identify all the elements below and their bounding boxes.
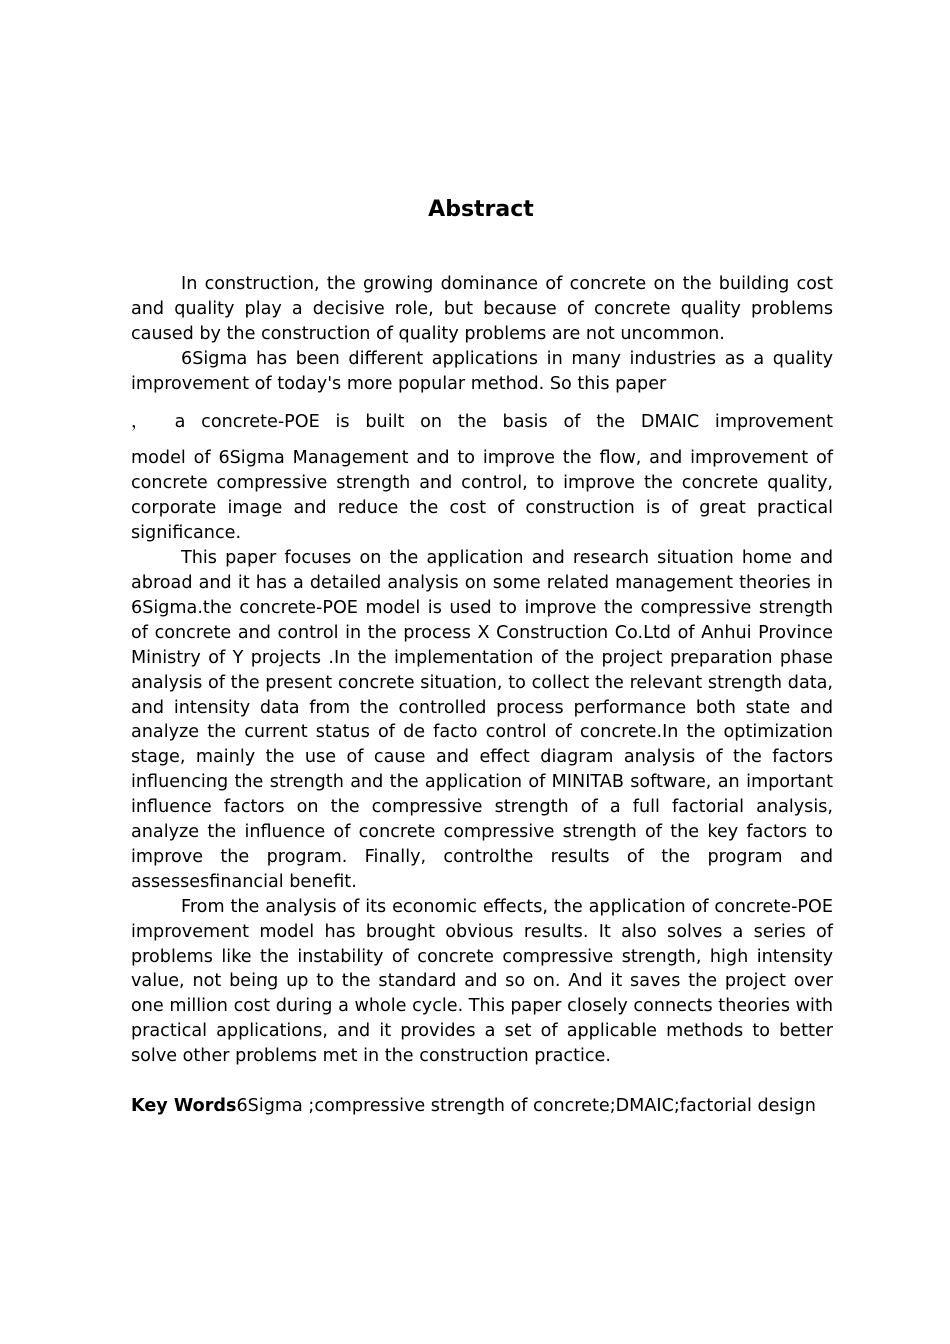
abstract-paragraph-4: From the analysis of its economic effects, the application of concrete-POE improvement model has brought obvious results. It also solves a series of problems like the instability of concrete compressive strength, high intensity value, not being up to the standard and so on. And it saves the project over one million cost during a whole cycle. This paper closely connects theories with practical applications, and it provides a set of applicable methods to better solve other problems met in the construction practice. xyxy=(131,896,833,1067)
abstract-paragraph-3: This paper focuses on the application and research situation home and abroad and it has a detailed analysis on some related management theories in 6Sigma.the concrete-POE model is used to improve the compressive strength of concrete and control in the process X Construction Co.Ltd of Anhui Province Ministry of Y projects .In the implementation of the project preparation phase analysis of the present concrete situation, to collect the relevant strength data, and intensity data from the controlled process performance both state and analyze the current status of de facto control of concrete.In the optimization stage, mainly the use of cause and effect diagram analysis of the factors influencing the strength and the application of MINITAB software, an important influence factors on the compressive strength of a full factorial analysis, analyze the influence of concrete compressive strength of the key factors to improve the program. Finally, controlthe results of the program and assessesfinancial benefit. xyxy=(131,548,833,892)
abstract-body xyxy=(131,272,833,1119)
keywords-text: 6Sigma ;compressive strength of concrete;DMAIC;factorial design xyxy=(236,1096,816,1117)
abstract-title: Abstract xyxy=(428,197,534,222)
keywords-label: Key Words xyxy=(131,1096,237,1117)
abstract-paragraph-2: 6Sigma has been different applications in many industries as a quality improvement of today's more popular method. So this paper xyxy=(131,348,833,394)
abstract-paragraph-2-continued: model of 6Sigma Management and to improve the flow, and improvement of concrete compressive strength and control, to improve the concrete quality, corporate image and reduce the cost of construction is of great practical significance. xyxy=(131,448,833,544)
abstract-paragraph-1: In construction, the growing dominance of concrete on the building cost and quality play a decisive role, but because of concrete quality problems caused by the construction of quality problems are not uncommon. xyxy=(131,274,833,344)
abstract-paragraph-2-line: ， a concrete-POE is built on the basis of the DMAIC improvement xyxy=(131,411,833,432)
keywords-line xyxy=(131,1094,833,1119)
